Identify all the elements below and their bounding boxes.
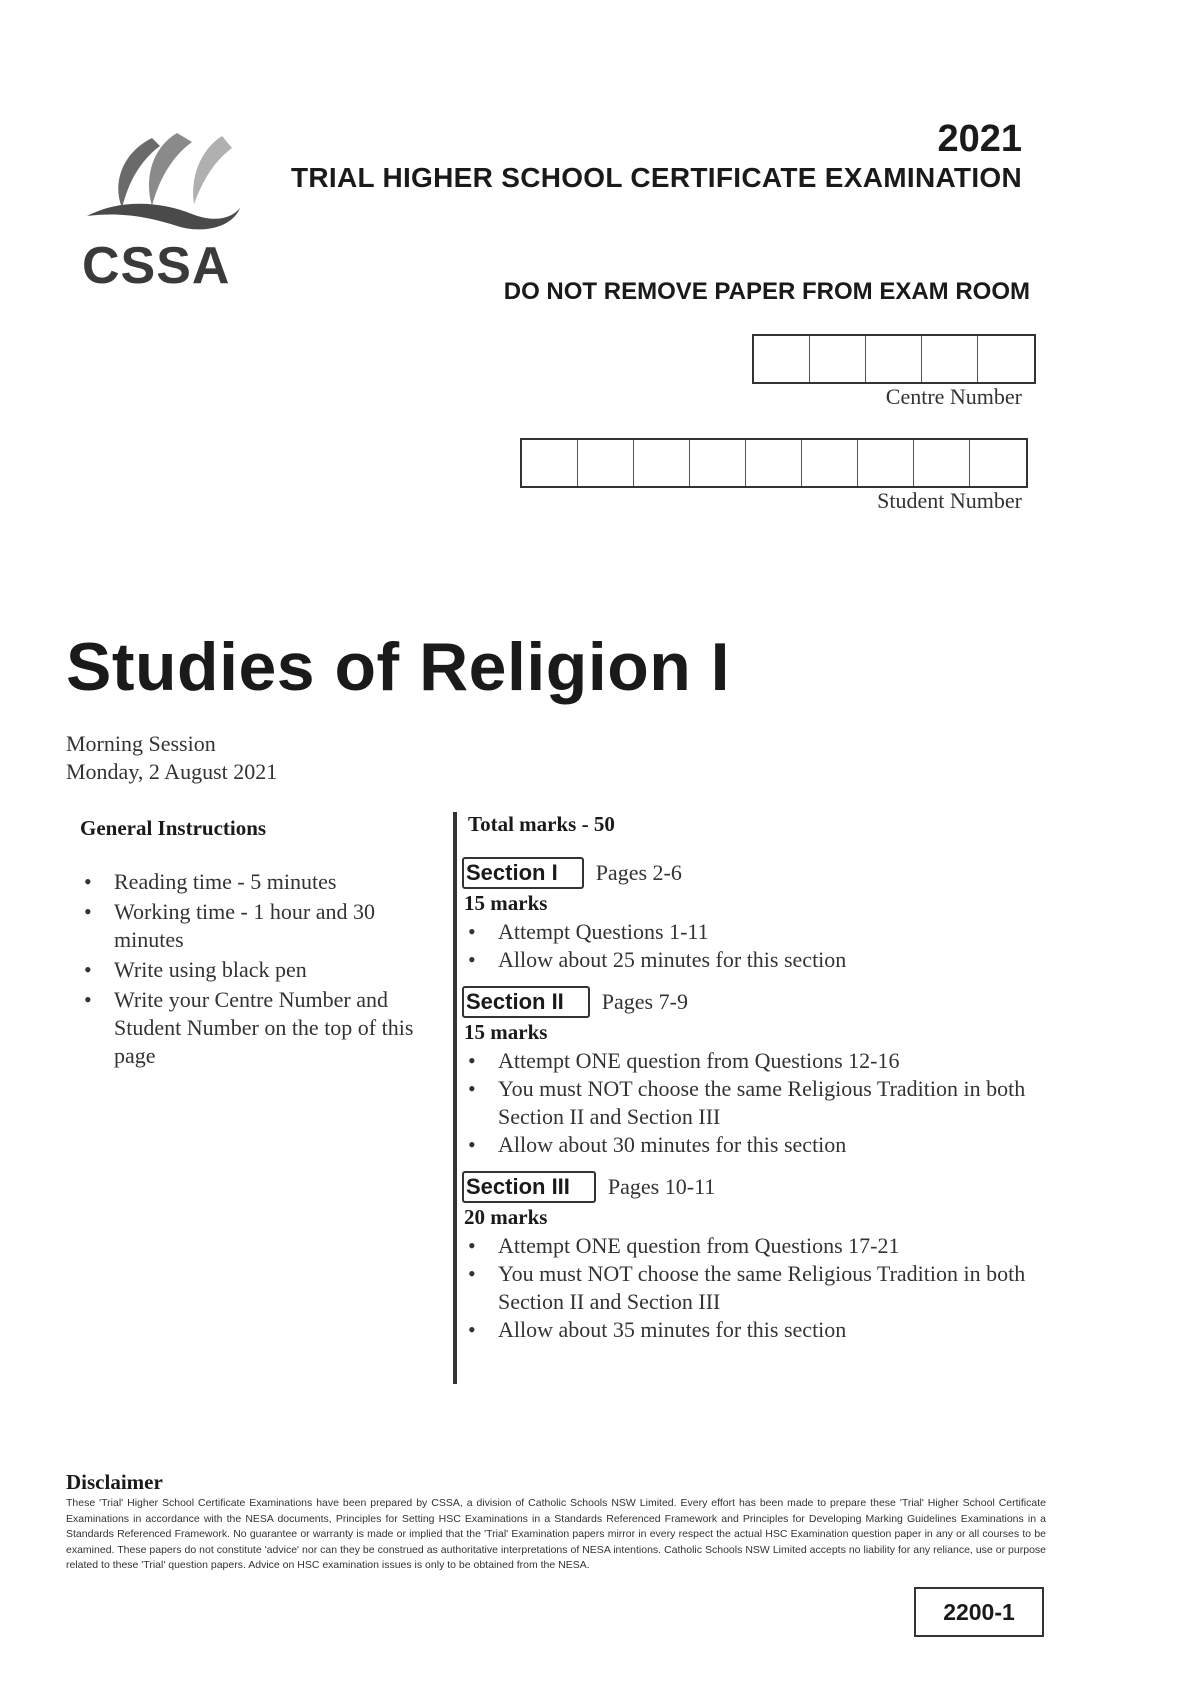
- centre-number-cell[interactable]: [866, 336, 922, 382]
- student-number-cell[interactable]: [522, 440, 578, 486]
- disclaimer-text: These 'Trial' Higher School Certificate Examinations have been prepared by CSSA, a division of Catholic Schools NSW Limited. Every effort has been made to prepare these 'Trial' Higher School Certificate Examinations in accordance with the NESA documents, Principles for Setting HSC Examinations in a Standards Referenced Framework and Principles for Developing Marking Guidelines Examinations in a Standards Referenced Framework. No guarantee or warranty is made or implied that the 'Trial' Examination papers mirror in every respect the actual HSC Examination question paper in any or all courses to be examined. These papers do not constitute 'advice' nor can they be construed as authoritative interpretations of NESA intentions. Catholic Schools NSW Limited accepts no liability for any reliance, use or purpose related to these 'Trial' question papers. Advice on HSC examination issues is only to be obtained from the NESA.: [66, 1497, 1046, 1572]
- section-3: [462, 1171, 1082, 1344]
- exam-date: Monday, 2 August 2021: [66, 759, 278, 784]
- session-name: Morning Session: [66, 731, 216, 756]
- student-number-cell[interactable]: [914, 440, 970, 486]
- cssa-wave-flame-icon: [82, 128, 242, 238]
- list-item: • Attempt ONE question from Questions 17-21: [462, 1232, 1082, 1260]
- do-not-remove-notice: DO NOT REMOVE PAPER FROM EXAM ROOM: [503, 278, 1030, 305]
- logo-text: CSSA: [82, 237, 231, 295]
- marks-column: [462, 812, 1082, 1356]
- section-label: Section II: [462, 986, 590, 1018]
- student-number-label: Student Number: [877, 488, 1022, 513]
- list-item: • You must NOT choose the same Religious Tradition in both Section II and Section III: [462, 1260, 1082, 1316]
- subject-title: Studies of Religion I: [66, 629, 731, 705]
- list-item: • Attempt Questions 1-11: [462, 918, 1082, 946]
- section-marks: 15 marks: [464, 891, 548, 915]
- list-item: • Write your Centre Number and Student Number on the top of this page: [80, 986, 440, 1070]
- list-item: • You must NOT choose the same Religious Tradition in both Section II and Section III: [462, 1075, 1082, 1131]
- list-item: • Working time - 1 hour and 30 minutes: [80, 898, 440, 954]
- section-pages: Pages 2-6: [595, 860, 682, 885]
- list-item: • Reading time - 5 minutes: [80, 868, 440, 896]
- section-marks: 20 marks: [464, 1205, 548, 1229]
- student-number-cell[interactable]: [634, 440, 690, 486]
- exam-title: TRIAL HIGHER SCHOOL CERTIFICATE EXAMINATION: [290, 162, 1022, 193]
- general-instructions-heading: General Instructions: [80, 816, 267, 840]
- centre-number-field[interactable]: [752, 334, 1036, 384]
- student-number-cell[interactable]: [746, 440, 802, 486]
- section-instructions: [462, 1232, 1082, 1344]
- section-1: [462, 857, 1082, 974]
- column-divider: [453, 812, 457, 1384]
- section-marks: 15 marks: [464, 1020, 548, 1044]
- centre-number-cell[interactable]: [922, 336, 978, 382]
- list-item: • Allow about 30 minutes for this section: [462, 1131, 1082, 1159]
- centre-number-cell[interactable]: [810, 336, 866, 382]
- section-pages: Pages 10-11: [607, 1174, 716, 1199]
- centre-number-cell[interactable]: [754, 336, 810, 382]
- disclaimer-heading: Disclaimer: [66, 1470, 163, 1494]
- centre-number-label: Centre Number: [885, 384, 1022, 409]
- list-item: • Allow about 35 minutes for this section: [462, 1316, 1082, 1344]
- cssa-logo: [82, 128, 242, 295]
- student-number-cell[interactable]: [802, 440, 858, 486]
- centre-number-cell[interactable]: [978, 336, 1034, 382]
- section-2: [462, 986, 1082, 1159]
- list-item: • Allow about 25 minutes for this section: [462, 946, 1082, 974]
- student-number-cell[interactable]: [858, 440, 914, 486]
- student-number-cell[interactable]: [690, 440, 746, 486]
- exam-year: 2021: [937, 118, 1022, 160]
- session-info: [66, 730, 277, 786]
- student-number-field[interactable]: [520, 438, 1028, 488]
- section-instructions: [462, 1047, 1082, 1159]
- paper-code: 2200-1: [914, 1587, 1044, 1637]
- list-item: • Attempt ONE question from Questions 12-16: [462, 1047, 1082, 1075]
- section-label: Section I: [462, 857, 584, 889]
- student-number-cell[interactable]: [578, 440, 634, 486]
- section-instructions: [462, 918, 1082, 974]
- list-item: • Write using black pen: [80, 956, 440, 984]
- section-label: Section III: [462, 1171, 596, 1203]
- total-marks: Total marks - 50: [468, 812, 615, 836]
- student-number-cell[interactable]: [970, 440, 1026, 486]
- general-instructions-list: [80, 868, 440, 1072]
- section-pages: Pages 7-9: [601, 989, 688, 1014]
